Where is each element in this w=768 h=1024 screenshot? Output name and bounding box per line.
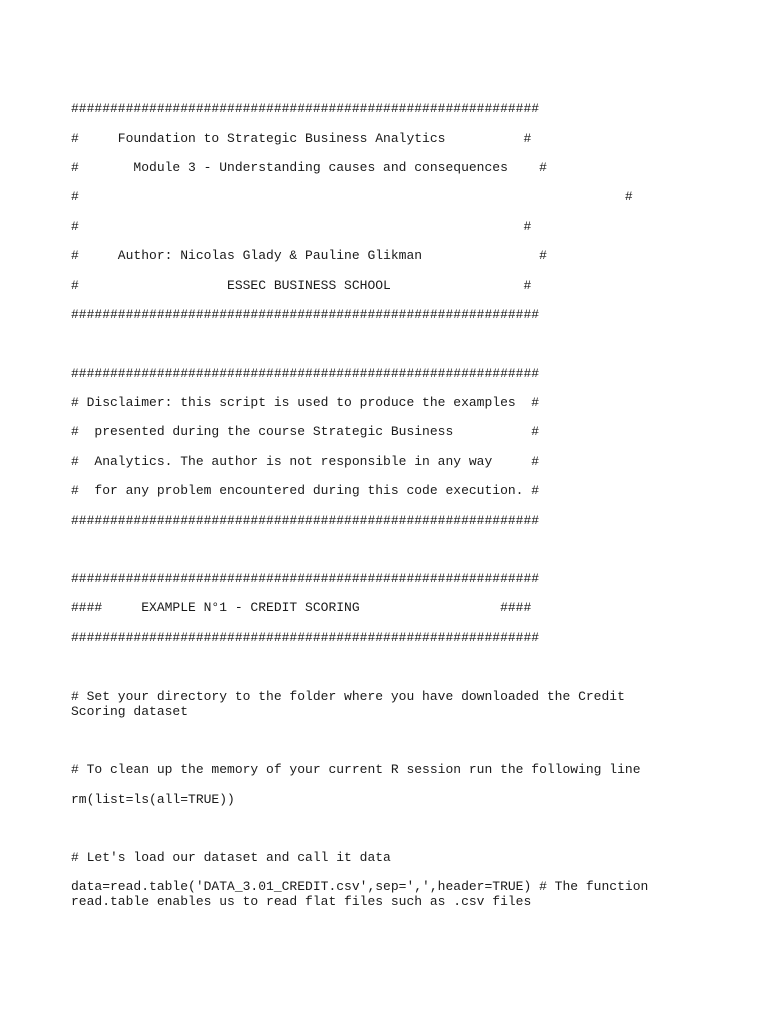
module-title-line: # Module 3 - Understanding causes and consequences # — [71, 160, 547, 175]
header-top-rule: ############################################################ — [71, 101, 540, 116]
disclaimer-line: # presented during the course Strategic Business # — [71, 424, 540, 439]
course-title-line: # Foundation to Strategic Business Analytics # — [71, 131, 532, 146]
set-directory-comment: # Set your directory to the folder where you have downloaded the Credit Scoring dataset — [71, 689, 633, 719]
blank-comment-line: # # — [71, 219, 532, 234]
clean-memory-comment: # To clean up the memory of your current R session run the following line — [71, 762, 641, 777]
example-top-rule: ############################################################ — [71, 571, 540, 586]
disclaimer-top-rule: ############################################################ — [71, 366, 540, 381]
school-line: # ESSEC BUSINESS SCHOOL # — [71, 278, 532, 293]
example-bottom-rule: ############################################################ — [71, 630, 540, 645]
clean-memory-code: rm(list=ls(all=TRUE)) — [71, 792, 235, 807]
load-dataset-comment: # Let's load our dataset and call it data — [71, 850, 391, 865]
header-bottom-rule: ############################################################ — [71, 307, 540, 322]
disclaimer-line: # for any problem encountered during this code execution. # — [71, 483, 540, 498]
blank-comment-line: # # — [71, 189, 633, 204]
load-dataset-code: data=read.table('DATA_3.01_CREDIT.csv',sep=',',header=TRUE) # The function read.table enables us to read flat files such as .csv files — [71, 879, 657, 909]
disclaimer-line: # Analytics. The author is not responsible in any way # — [71, 454, 540, 469]
author-line: # Author: Nicolas Glady & Pauline Glikman # — [71, 248, 547, 263]
example-title-line: #### EXAMPLE N°1 - CREDIT SCORING #### — [71, 600, 532, 615]
disclaimer-bottom-rule: ############################################################ — [71, 513, 540, 528]
disclaimer-line: # Disclaimer: this script is used to produce the examples # — [71, 395, 540, 410]
